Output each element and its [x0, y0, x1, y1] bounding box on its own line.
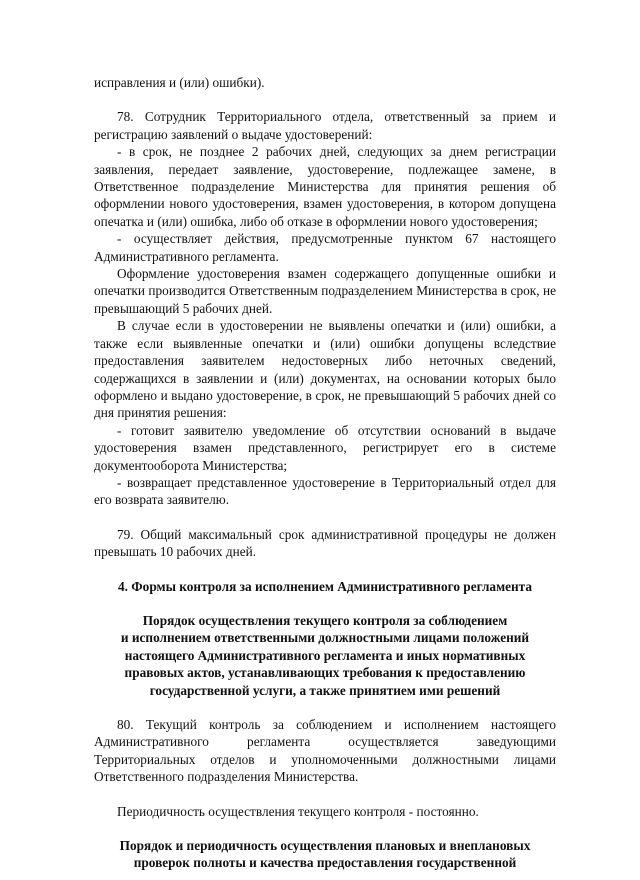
- document-page: [94, 74, 556, 872]
- paragraph-80: 80. Текущий контроль за соблюдением и исполнением настоящего Административного регламента осуществляется заведующими Территориальных отделов и уполномоченными должностными лицами Ответственного подразделения Министерства.: [94, 717, 556, 785]
- paragraph-continuation: исправления и (или) ошибки).: [94, 75, 265, 90]
- paragraph-78: 78. Сотрудник Территориального отдела, ответственный за прием и регистрацию заявлений о выдаче удостоверений:: [94, 109, 556, 142]
- subheading-line: правовых актов, устанавливающих требования к предоставлению: [124, 665, 526, 681]
- section-heading: 4. Формы контроля за исполнением Административного регламента: [117, 578, 533, 594]
- list-item-actions: - осуществляет действия, предусмотренные пунктом 67 настоящего Административного регламента.: [94, 231, 556, 264]
- list-item-notification: - готовит заявителю уведомление об отсутствии оснований в выдаче удостоверения взамен представленного, регистрирует его в системе документооборота Министерства;: [94, 422, 556, 473]
- paragraph-reissue-term: Оформление удостоверения взамен содержащего допущенные ошибки и опечатки производится Ответственным подразделением Министерства в срок, не превышающий 5 рабочих дней.: [94, 266, 556, 316]
- subheading-line: государственной услуги, а также принятием ими решений: [149, 682, 501, 698]
- subheading-line: настоящего Административного регламента и иных нормативных: [124, 647, 526, 663]
- paragraph-79: 79. Общий максимальный срок административной процедуры не должен превышать 10 рабочих дней.: [94, 526, 556, 560]
- list-item-transfer: - в срок, не позднее 2 рабочих дней, следующих за днем регистрации заявления, передает заявление, удостоверение, подлежащее замене, в Ответственное подразделение Министерства для принятия решения об оформлении нового удостоверения, взамен удостоверения, в котором допущена опечатка и (или) ошибка, либо об отказе в оформлении нового удостоверения;: [94, 144, 556, 229]
- subheading-line: и исполнением ответственными должностными лицами положений: [120, 630, 530, 646]
- list-item-return: - возвращает представленное удостоверение в Территориальный отдел для его возврата заявителю.: [94, 474, 556, 508]
- subheading-line: проверок полноты и качества предоставления государственной: [133, 855, 517, 871]
- paragraph-periodicity: Периодичность осуществления текущего контроля - постоянно.: [117, 803, 479, 819]
- subheading-line: Порядок и периодичность осуществления плановых и внеплановых: [119, 838, 531, 854]
- subheading-line: Порядок осуществления текущего контроля за соблюдением: [142, 612, 508, 628]
- subheading-current-control: [94, 612, 556, 699]
- subheading-inspections: [94, 837, 556, 872]
- paragraph-no-errors-case: В случае если в удостоверении не выявлены опечатки и (или) ошибки, а также если выявленные опечатки и (или) ошибки допущены вследствие предоставления заявителем недостоверных либо неточных сведений, содержащихся в заявлении и (или) документах, на основании которых было оформлено и выдано удостоверение, в срок, не превышающий 5 рабочих дней со дня принятия решения:: [94, 318, 556, 421]
